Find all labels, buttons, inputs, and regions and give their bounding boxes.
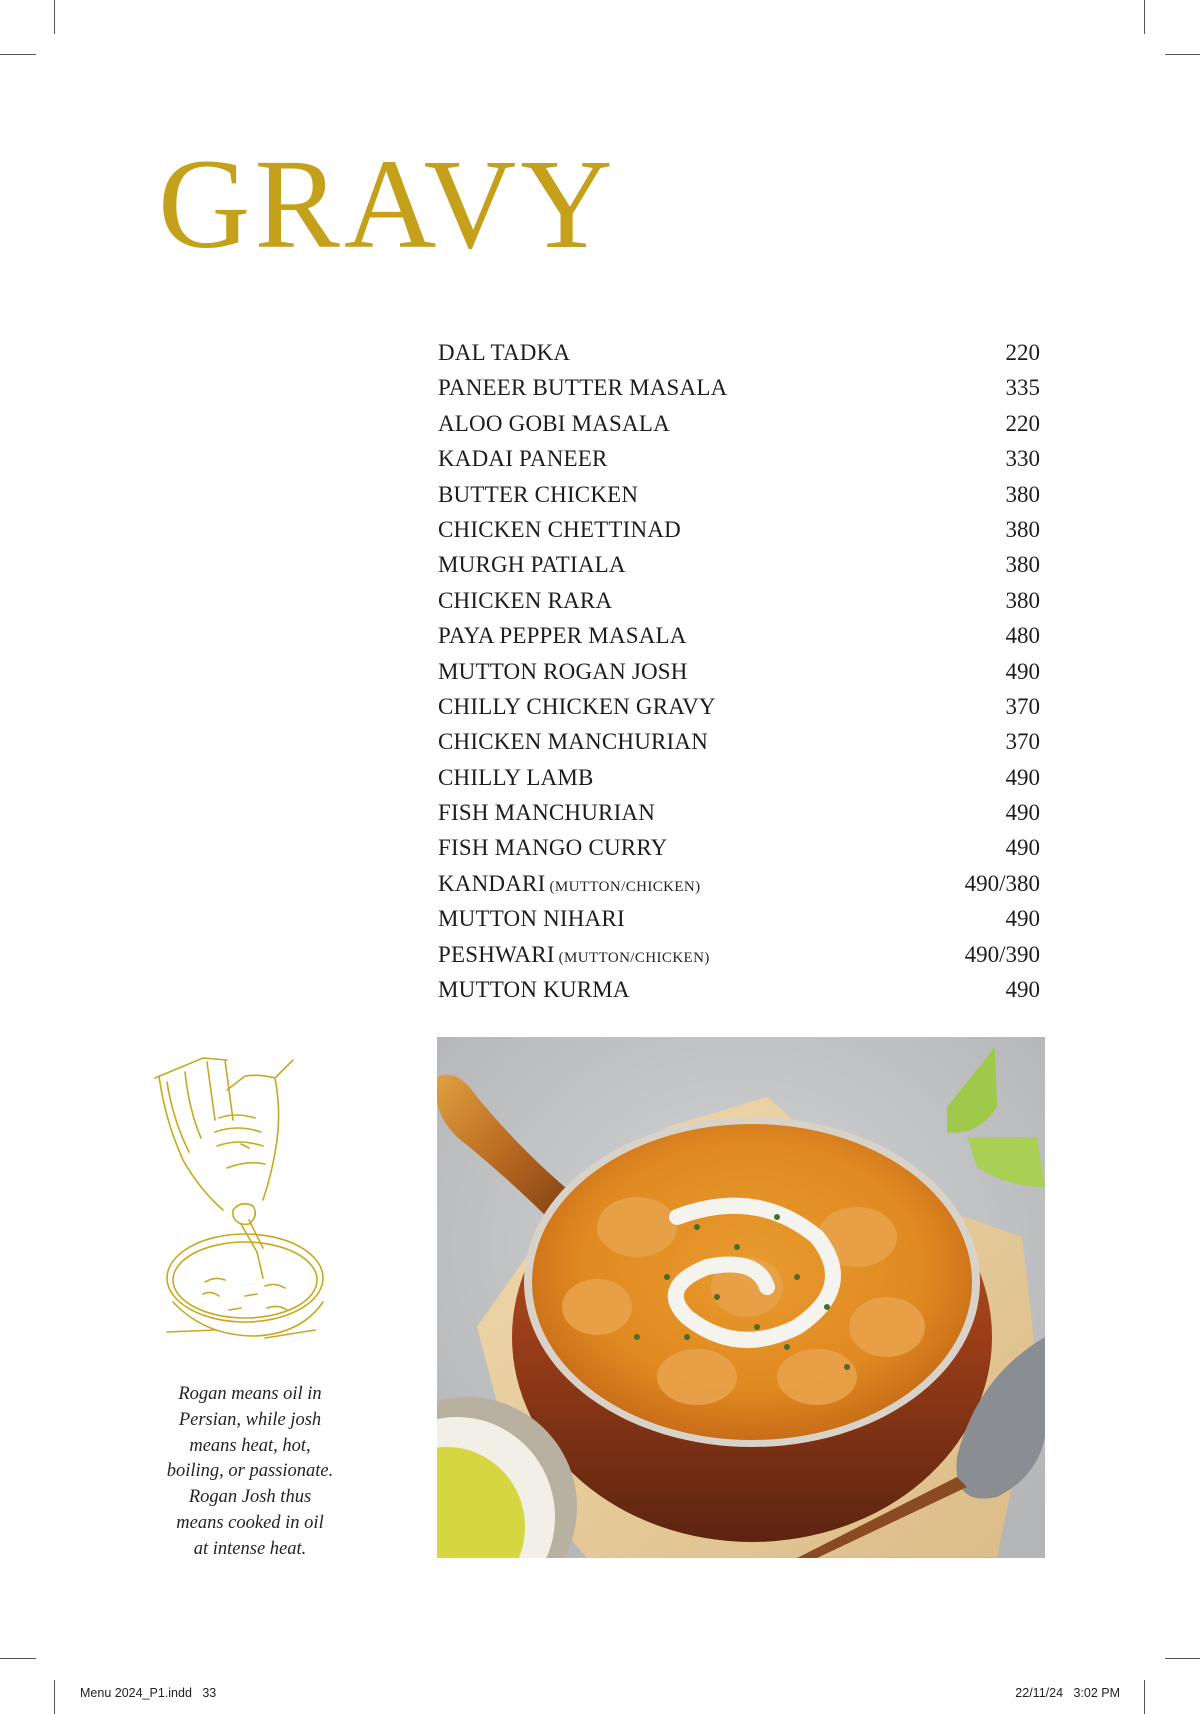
menu-item-row [438, 340, 1040, 375]
menu-item-name-group [438, 800, 655, 826]
menu-item-name-group [438, 446, 608, 472]
menu-item-note: (MUTTON/CHICKEN) [549, 878, 701, 895]
menu-item-price: 370 [1005, 729, 1040, 755]
menu-item-price: 380 [1005, 516, 1040, 542]
crop-mark-top-right-h [1165, 54, 1200, 55]
crop-mark-bottom-right-h [1165, 1658, 1200, 1659]
menu-item-row [438, 552, 1040, 587]
menu-item-price: 480 [1005, 623, 1040, 649]
crop-mark-bottom-left-h [0, 1658, 36, 1659]
menu-item-row [438, 411, 1040, 446]
menu-item-price: 380 [1005, 552, 1040, 578]
menu-item-note: (MUTTON/CHICKEN) [558, 949, 710, 966]
menu-item-name-group [438, 835, 667, 861]
crop-mark-bottom-left-v [54, 1680, 55, 1714]
rogan-josh-caption [150, 1382, 350, 1563]
menu-item-name: CHILLY CHICKEN GRAVY [438, 693, 716, 719]
footer-file-info: Menu 2024_P1.indd 33 [80, 1686, 217, 1700]
menu-item-name: CHICKEN MANCHURIAN [438, 729, 709, 755]
menu-item-row [438, 517, 1040, 552]
menu-item-name-group [438, 906, 625, 932]
menu-item-name: CHICKEN RARA [438, 587, 613, 613]
menu-item-name-group [438, 482, 638, 508]
menu-item-name: KADAI PANEER [438, 446, 608, 472]
menu-item-name-group [438, 659, 688, 685]
caption-line: Rogan means oil in [178, 1384, 322, 1404]
menu-item-name-group [438, 694, 716, 720]
caption-line: at intense heat. [193, 1538, 307, 1559]
menu-item-name: MUTTON NIHARI [438, 906, 625, 932]
menu-item-name: DAL TADKA [438, 340, 571, 365]
crop-mark-top-left-v [54, 0, 55, 34]
caption-line: boiling, or passionate. [166, 1461, 334, 1482]
menu-item-name-group [438, 623, 687, 649]
menu-item-row [438, 694, 1040, 729]
caption-line: Rogan Josh thus [188, 1487, 312, 1508]
menu-item-price: 380 [1005, 481, 1040, 507]
caption-line: means heat, hot, [189, 1435, 311, 1456]
menu-item-price: 490 [1005, 906, 1040, 932]
menu-item-name: FISH MANCHURIAN [438, 800, 656, 826]
crop-mark-top-left-h [0, 54, 36, 55]
menu-item-row [438, 482, 1040, 517]
menu-item-price: 335 [1005, 375, 1040, 401]
menu-item-row [438, 942, 1040, 977]
menu-item-name: FISH MANGO CURRY [438, 835, 668, 861]
menu-item-row [438, 729, 1040, 764]
menu-item-row [438, 588, 1040, 623]
menu-item-price: 220 [1005, 340, 1040, 365]
butter-chicken-in-copper-pan-photo [437, 1037, 1045, 1558]
menu-item-price: 370 [1005, 693, 1040, 719]
menu-item-price: 330 [1005, 446, 1040, 472]
menu-item-name-group [438, 588, 612, 614]
menu-item-name: PAYA PEPPER MASALA [438, 623, 687, 649]
menu-item-name-group [438, 552, 626, 578]
menu-item-name-group [438, 411, 670, 437]
menu-item-row [438, 835, 1040, 870]
menu-item-name-group [438, 765, 594, 791]
menu-item-row [438, 800, 1040, 835]
menu-item-name-group [438, 517, 681, 543]
menu-item-price: 490 [1005, 800, 1040, 826]
menu-item-name: BUTTER CHICKEN [438, 481, 639, 507]
footer-timestamp: 22/11/24 3:02 PM [1015, 1686, 1120, 1700]
menu-item-price: 490 [1005, 835, 1040, 861]
caption-line: means cooked in oil [176, 1512, 324, 1533]
menu-item-row [438, 375, 1040, 410]
menu-item-name: PANEER BUTTER MASALA [438, 375, 728, 401]
menu-item-price: 490 [1005, 658, 1040, 684]
menu-item-name: CHICKEN CHETTINAD [438, 516, 681, 542]
menu-item-name: PESHWARI [438, 941, 555, 967]
menu-item-name: MUTTON KURMA [438, 977, 630, 1003]
menu-item-name-group [438, 375, 727, 401]
menu-item-name-group [438, 942, 710, 968]
crop-mark-top-right-v [1144, 0, 1145, 34]
hand-pouring-oil-into-bowl-illustration [145, 1020, 345, 1350]
menu-item-price: 490 [1005, 977, 1040, 1003]
page-title: GRAVY [158, 133, 617, 275]
menu-item-row [438, 623, 1040, 658]
menu-item-price: 490 [1005, 764, 1040, 790]
menu-item-name-group [438, 871, 701, 897]
crop-mark-bottom-right-v [1144, 1680, 1145, 1714]
menu-item-name: MURGH PATIALA [438, 552, 626, 578]
menu-item-row [438, 659, 1040, 694]
menu-item-name: CHILLY LAMB [438, 764, 594, 790]
menu-item-price: 490/390 [964, 941, 1040, 967]
menu-item-name: ALOO GOBI MASALA [438, 410, 670, 436]
menu-item-name-group [438, 977, 630, 1003]
menu-item-row [438, 765, 1040, 800]
menu-item-price: 380 [1005, 587, 1040, 613]
menu-item-row [438, 446, 1040, 481]
menu-item-row [438, 871, 1040, 906]
menu-list [438, 340, 1040, 1012]
menu-item-name: KANDARI [438, 870, 546, 896]
menu-item-name: MUTTON ROGAN JOSH [438, 658, 688, 684]
menu-item-row [438, 906, 1040, 941]
menu-item-row [438, 977, 1040, 1012]
menu-item-price: 220 [1005, 410, 1040, 436]
menu-item-name-group [438, 729, 708, 755]
menu-item-price: 490/380 [964, 870, 1040, 896]
menu-item-name-group [438, 340, 570, 366]
caption-line: Persian, while josh [178, 1409, 322, 1430]
